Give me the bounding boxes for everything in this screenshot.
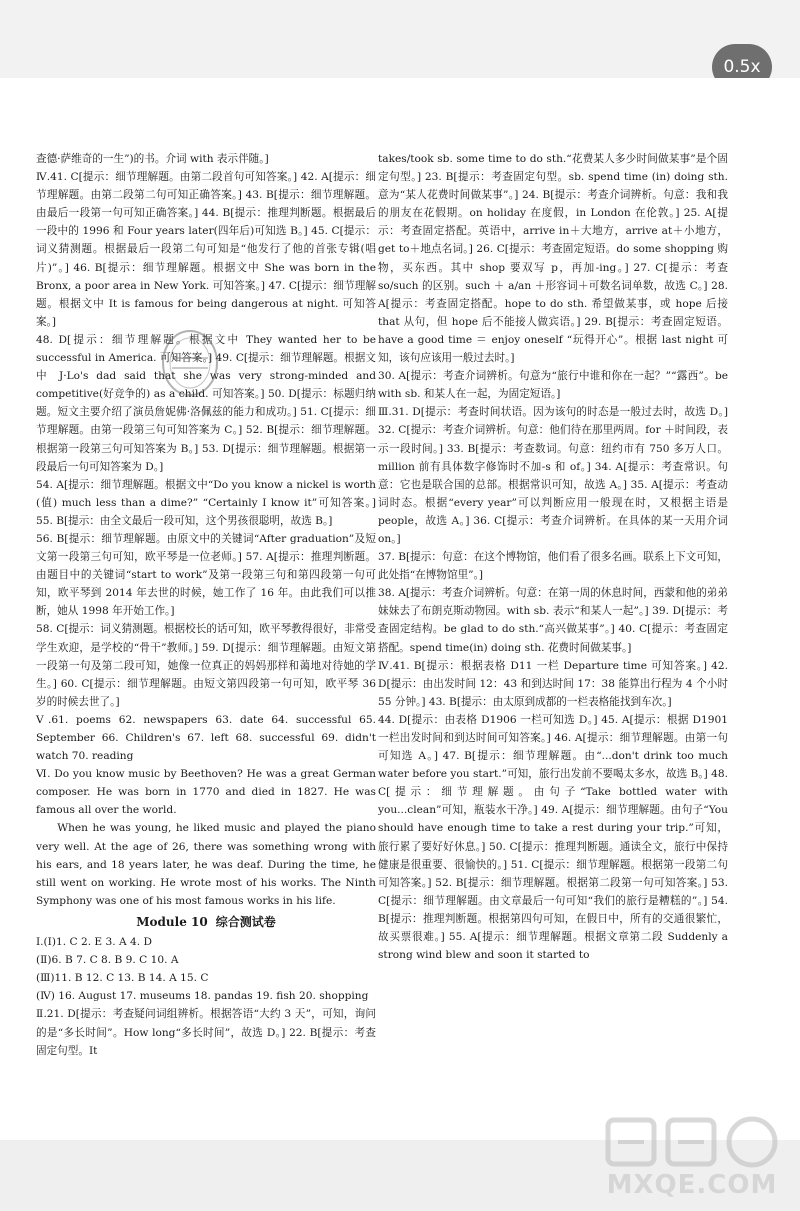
answer-paragraph: Ⅲ.31. D[提示：考查时间状语。因为该句的时态是一般过去时，故选 D。] 32. C[提示：考查介词辨析。句意：他们待在那里两周。for ＋时间段，表示一段时间。] 33. B[提示：考查数词。句意：纽约市有 750 多万人口。million 前有具体数字修饰时不加-s 和 of。] 34. A[提示：考查常识。句意：它也是联合国的总部。根据常识可知，故选 A。] 35. A[提示：考查动词时态。根据“every year”可以判断应用一般现在时，又根据主语是 people，故选 A。] 36. C[提示：考查介词辨析。在具体的某一天用介词 on。] <box>378 406 728 545</box>
viewer-top-bar <box>0 0 800 78</box>
answer-paragraph: 48. D[提示：细节理解题。根据文中 They wanted her to be successful in America. 可知答案。] 49. C[提示：细节理解题。根据文中 J·Lo's dad said that she was very strong-minded and competitive(好竞争的) as a child. 可知答案。] 50. D[提示：标题归纳题。短文主要介绍了演员詹妮佛·洛佩兹的能力和成功。] 51. C[提示：细节理解题。由第一段第三句可知答案为 C。] 52. B[提示：细节理解题。根据第一段第三句可知答案为 B。] 53. D[提示：细节理解题。根据第一段最后一句可知答案为 D。] <box>36 333 376 473</box>
test-answer-line: Ⅱ.21. D[提示：考查疑问词组辨析。根据答语“大约 3 天”，可知，询问的是“多长时间”。How long“多长时间”，故选 D。] 22. B[提示：考查固定句型。It <box>36 1008 376 1057</box>
test-answer-line: (Ⅲ)11. B 12. C 13. B 14. A 15. C <box>36 972 209 985</box>
seal-stamp-icon <box>160 328 220 398</box>
answer-paragraph: 查德·萨维奇的一生”)的书。介词 with 表示伴随。] <box>36 153 269 165</box>
answer-paragraph: Ⅳ.41. B[提示：根据表格 D11 一栏 Departure time 可知答案。] 42. D[提示：由出发时间 12：43 和到达时间 17：38 能算出行程为 4 个小时 55 分钟。] 43. B[提示：由太原到成都的一栏表格能找到车次。] <box>378 659 728 708</box>
test-answer-line: (Ⅱ)6. B 7. C 8. B 9. C 10. A <box>36 954 179 967</box>
answer-paragraph: takes/took sb. some time to do sth.“花费某人多少时间做某事”是个固定句型。] 23. B[提示：考查固定句型。sb. spend time (in) doing sth. 意为“某人花费时间做某事”。] 24. B[提示：考查介词辨析。句意：我和我的朋友在花假期。on holiday 在度假，in London 在伦敦。] 25. A[提示：考查固定搭配。英语中，arrive in＋大地方，arrive at＋小地方，get to＋地点名词。] 26. C[提示：考查固定短语。do some shopping 购物，买东西。其中 shop 要双写 p，再加-ing。] 27. C[提示：考查 so/such 的区别。such ＋ a/an ＋形容词＋可数名词单数，故选 C。] 28. A[提示：考查固定搭配。hope to do sth. 希望做某事，或 hope 后接 that 从句，但 hope 后不能接人做宾语。] 29. B[提示：考查固定短语。have a good time ＝ enjoy oneself “玩得开心”。根据 last night 可知，该句应该用一般过去时。] <box>378 153 728 365</box>
answer-paragraph: 44. D[提示：由表格 D1906 一栏可知选 D。] 45. A[提示：根据 D1901 一栏出发时间和到达时间可知答案。] 46. A[提示：细节理解题。由第一句可知选 A。] 47. B[提示：细节理解题。由“...don't drink too much water before you start.”可知，旅行出发前不要喝太多水，故选 B。] 48. C[提示：细节理解题。由句子“Take bottled water with you...clean”可知，瓶装水干净。] 49. A[提示：细节理解题。由句子“You should have enough time to take a rest during your trip.”可知，旅行累了要好好休息。] 50. C[提示：推理判断题。通读全文，旅行中保持健康是很重要、很愉快的。] 51. C[提示：细节理解题。根据第一段第二句可知答案。] 52. B[提示：细节理解题。根据第二段第一句可知答案。] 53. C[提示：细节理解题。由文章最后一句可知“我们的旅行是糟糕的”。] 54. B[提示：推理判断题。根据第四句可知，在假日中，所有的交通很繁忙，故买票很难。] 55. A[提示：细节理解题。根据文章第二段 Suddenly a strong wind blew and soon it started to <box>378 713 728 962</box>
answer-paragraph: 37. B[提示：句意：在这个博物馆，他们看了很多名画。联系上下文可知，此处指“在博物馆里”。] <box>378 551 728 582</box>
answer-paragraph: 54. A[提示：细节理解题。根据文中“Do you know a nickel is worth (值) much less than a dime?” “Certainly I know it”可知答案。] 55. B[提示：由全文最后一段可知，这个男孩很聪明，故选 B。] <box>36 478 376 527</box>
watermark-url: MXQE.COM <box>606 1170 778 1200</box>
watermark-logo <box>602 1112 782 1208</box>
left-column <box>36 150 376 1060</box>
answer-paragraph: Ⅵ. Do you know music by Beethoven? He was a great German composer. He was born in 1770 and died in 1827. He was famous all over the world. <box>36 768 376 817</box>
section-title-subtitle: 综合测试卷 <box>215 914 276 929</box>
right-column <box>378 150 728 964</box>
test-answer-line: (Ⅳ) 16. August 17. museums 18. pandas 19. fish 20. shopping <box>36 990 369 1003</box>
answer-paragraph: 30. A[提示：考查介词辨析。句意为“旅行中谁和你在一起？”“露西”。be with sb. 和某人在一起，为固定短语。] <box>378 370 728 401</box>
answer-paragraph: 56. B[提示：细节理解题。由原文中的关键词“After graduation”及短文第一段第三句可知，欧平琴是一位老师。] 57. A[提示：推理判断题。由题目中的关键词“start to work”及第一段第三句和第四段第一句可知，欧平琴到 2014 年去世的时候，她工作了 16 年。由此我们可以推断，她从 1998 年开始工作。] <box>36 532 376 618</box>
watermark-logo-icon <box>602 1112 782 1172</box>
answer-paragraph: 38. A[提示：考查介词辨析。句意：在第一周的休息时间，西蒙和他的弟弟妹妹去了布朗克斯动物园。with sb. 表示“和某人一起”。] 39. D[提示：考查固定结构。be glad to do sth.“高兴做某事”。] 40. C[提示：考查固定搭配。spend time(in) doing sth. 花费时间做某事。] <box>378 587 728 654</box>
answer-paragraph: Ⅳ.41. C[提示：细节理解题。由第二段首句可知答案。] 42. A[提示：细节理解题。由第二段第二句可知正确答案。] 43. B[提示：细节理解题。由最后一段第一句可知正确答案。] 44. B[提示：推理判断题。根据最后一段中的 1996 和 Four years later(四年后)可知选 B。] 45. C[提示：词义猜测题。根据最后一段第二句可知是“他发行了他的首张专辑(唱片)”。] 46. B[提示：细节理解题。根据文中 She was born in the Bronx, a poor area in New York. 可知答案。] 47. C[提示：细节理解题。根据文中 It is famous for being dangerous at night. 可知答案。] <box>36 171 376 328</box>
answer-paragraph: Ⅴ.61. poems 62. newspapers 63. date 64. successful 65. September 66. Children's 67. left 68. successful 69. didn't watch 70. reading <box>36 713 376 763</box>
section-title <box>36 913 376 931</box>
section-title-module: Module 10 <box>136 914 208 929</box>
answer-paragraph: 58. C[提示：词义猜测题。根据校长的话可知，欧平琴教得很好，非常受学生欢迎，是学校的“骨干”教师。] 59. D[提示：细节理解题。由短文第一段第一句及第二段可知，她像一位真正的妈妈那样和蔼地对待她的学生。] 60. C[提示：细节理解题。由短文第四段第一句可知，欧平琴 36 岁的时候去世了。] <box>36 623 376 708</box>
essay-paragraph: When he was young, he liked music and played the piano very well. At the age of 26, there was something wrong with his ears, and 18 years later, he was deaf. During the time, he still went on working. He wrote most of his works. The Ninth Symphony was one of his most famous works in his life. <box>36 822 376 907</box>
test-answer-line: Ⅰ.(Ⅰ)1. C 2. E 3. A 4. D <box>36 936 152 949</box>
playback-speed-button[interactable]: 0.5x <box>712 44 772 90</box>
document-page <box>0 78 800 1140</box>
